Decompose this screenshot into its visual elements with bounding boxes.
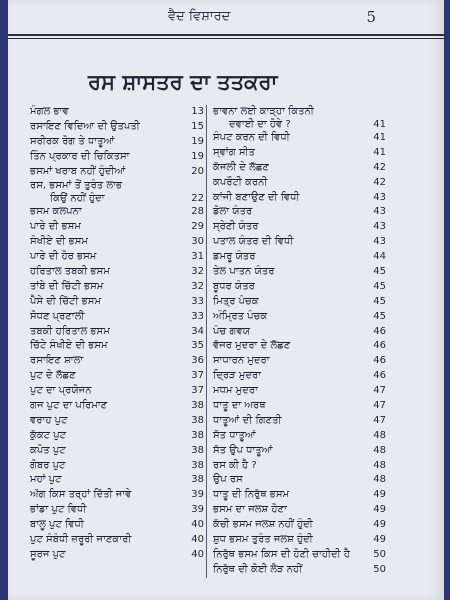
toc-entry-page: 46: [373, 370, 386, 382]
toc-entry-title: ਪੁਟ ਸੰਬੰਧੀ ਜ਼ਰੂਰੀ ਜਾਣਕਾਰੀ: [30, 534, 132, 546]
toc-entry: [207, 384, 388, 399]
toc-entry: [207, 503, 388, 518]
toc-entry-page: 40: [191, 548, 204, 560]
toc-entry: [207, 310, 388, 325]
toc-entry-page: 35: [191, 340, 204, 352]
toc-entry: [207, 473, 388, 488]
toc-entry-page: 38: [191, 414, 204, 426]
toc-entry-page: 38: [191, 429, 204, 441]
toc-entry: [30, 150, 206, 165]
toc-entry-page: 45: [373, 295, 386, 307]
toc-entry-title: ਸ੍ਵਾਂਗ ਸੀਤ: [213, 146, 255, 158]
toc-entry-page: 40: [191, 534, 204, 546]
toc-entry-page: 47: [373, 414, 386, 426]
toc-entry-title: ਸ੍ਰੇਣੀ ਯੰਤਰ: [213, 221, 259, 233]
toc-entry-title: ਕਪੋਤ ਪੁਟ: [30, 444, 66, 456]
toc-entry-title: ਗਜ ਪੁਟ ਦਾ ਪਰਿਮਾਣ: [30, 400, 108, 412]
toc-entry: [207, 533, 388, 548]
toc-entry-page: 44: [373, 251, 386, 263]
toc-title: ਰਸ ਸ਼ਾਸਤਰ ਦਾ ਤਤਕਰਾ: [88, 70, 278, 94]
toc-entry-title: ਸੰਖੀਏ ਦੀ ਭਸਮ: [30, 236, 89, 248]
header-rule-thick: [8, 34, 444, 36]
toc-entry-page: 41: [373, 119, 386, 130]
toc-entry-title-continued: ਦਵਾਈ ਦਾ ਹੋਵੇ ?: [229, 119, 291, 130]
toc-entry-page: 29: [191, 221, 204, 233]
toc-entry-title: ਚਿੱਟੇ ਸੰਖੀਏ ਦੀ ਭਸਮ: [30, 340, 108, 352]
toc-entry: [30, 220, 206, 235]
toc-entry-title: ਭਸਮ ਕਲਪਨਾ: [30, 206, 82, 218]
toc-entry-page: 13: [191, 106, 204, 117]
toc-entry: [207, 250, 388, 265]
running-header: [8, 8, 444, 30]
toc-entry-page: 32: [191, 266, 204, 278]
toc-entry-title: ਪੈਸੇ ਦੀ ਚਿੱਟੀ ਭਸਮ: [30, 295, 102, 307]
toc-entry-page: 19: [191, 135, 204, 147]
toc-entry-page: 43: [373, 221, 386, 233]
toc-entry: [207, 444, 388, 459]
toc-entry-page: 48: [373, 444, 386, 456]
toc-entry-title: ਗੋਬਰ ਪੁਟ: [30, 459, 66, 471]
toc-entry-title: ਸੱਤ ਉਪ ਧਾਤੂਆਂ: [213, 444, 273, 456]
toc-entry-page: 48: [373, 474, 386, 486]
toc-entry-title: ਦ੍ਰਿੜ ਮੁਦਰਾ: [213, 370, 262, 382]
toc-entry: [207, 161, 388, 176]
toc-entry-title: ਕੱਜਲੀ ਦੇ ਲੱਛਣ: [213, 161, 269, 173]
toc-entry-title: ਮਹਾਂ ਪੁਟ: [30, 474, 62, 486]
toc-entry-page: 38: [191, 474, 204, 486]
toc-entry-page: 43: [373, 191, 386, 203]
toc-entry: [207, 354, 388, 369]
toc-entry-page: 50: [373, 548, 386, 560]
toc-entry-page: 49: [373, 519, 386, 531]
toc-entry-page: 38: [191, 400, 204, 412]
toc-entry-page: 49: [373, 489, 386, 501]
toc-entry-title: ਸੱਤ ਧਾਤੂਆਂ: [213, 429, 256, 441]
header-rule-thin: [8, 38, 444, 39]
toc-entry-page: 38: [191, 444, 204, 456]
toc-entry-page: 50: [373, 563, 386, 575]
toc-entry-page: 43: [373, 236, 386, 248]
toc-entry-page: 48: [373, 459, 386, 471]
toc-entry: [30, 488, 206, 503]
toc-entry-page: 42: [373, 176, 386, 188]
toc-entry: [207, 131, 388, 146]
toc-entry-title: ਮੰਗਲ ਭਾਵ: [30, 106, 69, 117]
toc-entry: [30, 295, 206, 310]
toc-entry: [207, 414, 388, 429]
toc-entry: [30, 165, 206, 180]
toc-entry-title: ਕੱਚੀ ਭਸਮ ਜਲਸ਼ ਨਹੀਂ ਹੁੰਦੀ: [213, 519, 313, 531]
toc-entry-title: ਪੁਟ ਦੇ ਲੱਛਣ: [30, 370, 76, 382]
toc-entry: [207, 295, 388, 310]
toc-entry: [30, 444, 206, 459]
toc-entry: [207, 280, 388, 295]
toc-entry-title: ਪੰਚ ਗਵਯ: [213, 325, 250, 337]
toc-entry-title: ਡੋਲਾ ਯੰਤਰ: [213, 206, 253, 218]
toc-entry-page: 46: [373, 355, 386, 367]
toc-entry: [30, 325, 206, 340]
toc-entry-page: 43: [373, 206, 386, 218]
toc-column-right: [206, 105, 388, 578]
toc-entry: [207, 563, 388, 578]
toc-entry-title: ਸਰੀਰਕ ਰੋਗ ਤੇ ਧਾਤੂਆਂ: [30, 135, 115, 147]
toc-entry-title: ਭਸਮਾਂ ਖਰਾਬ ਨਹੀਂ ਹੁੰਦੀਆਂ: [30, 165, 126, 177]
toc-entry: [207, 488, 388, 503]
toc-entry-title: ਤਬਕੀ ਹਰਿਤਾਲ ਭਸਮ: [30, 325, 110, 337]
toc-entry-title: ਸਾਧਾਰਨ ਮੁਦਰਾ: [213, 355, 270, 367]
running-title: ਵੈਦ ਵਿਸ਼ਾਰਦ: [168, 9, 231, 24]
toc-entry-title: ਕੁੱਕਟ ਪੁਟ: [30, 429, 67, 441]
page-number: 5: [366, 8, 376, 26]
toc-entry-title: ਰਸ ਕੀ ਹੈ ?: [213, 459, 257, 471]
toc-entry: [207, 235, 388, 250]
toc-entry-page: 30: [191, 236, 204, 248]
toc-entry-title: ਡਮਰੂ ਯੰਤਰ: [213, 251, 256, 263]
toc-entry-title: ਸੂਰਜ ਪੁਟ: [30, 548, 66, 560]
toc-entry: [30, 135, 206, 150]
toc-entry: [207, 105, 388, 131]
toc-entry: [30, 518, 206, 533]
toc-entry-title: ਹਰਿਤਾਲ ਤਬਕੀ ਭਸਮ: [30, 266, 110, 278]
toc-entry-title: ਸੰਪਟ ਕਰਨ ਦੀ ਵਿਧੀ: [213, 132, 290, 143]
toc-entry-page: 33: [191, 310, 204, 322]
toc-entry: [30, 473, 206, 488]
toc-entry: [30, 548, 206, 563]
toc-entry-page: 47: [373, 385, 386, 397]
toc-entry-page: 46: [373, 325, 386, 337]
toc-entry-title: ਅੰਮ੍ਰਿਤ ਪੰਚਕ: [213, 310, 268, 322]
toc-entry-page: 37: [191, 370, 204, 382]
toc-entry-page: 42: [373, 161, 386, 173]
toc-column-left: [30, 105, 206, 563]
toc-entry-page: 38: [191, 459, 204, 471]
toc-entry-title: ਨਿਰੁੱਥ ਭਸਮ ਕਿਸ ਦੀ ਹੋਣੀ ਚਾਹੀਦੀ ਹੈ: [213, 548, 350, 560]
toc-entry: [30, 414, 206, 429]
toc-entry: [207, 146, 388, 161]
toc-entry: [30, 265, 206, 280]
toc-entry-title: ਪਾਰੇ ਦੀ ਹੋਰ ਭਸਮ: [30, 251, 97, 263]
toc-entry: [30, 459, 206, 474]
toc-entry: [207, 339, 388, 354]
toc-entry: [207, 205, 388, 220]
book-page: [8, 0, 444, 600]
toc-entry: [30, 399, 206, 414]
toc-entry-page: 15: [191, 120, 204, 132]
toc-entry-page: 45: [373, 280, 386, 292]
toc-entry-title: ਨਿਰੁੱਥ ਦੀ ਕੋਈ ਲੋੜ ਨਹੀਂ: [213, 563, 303, 575]
toc-entry-title: ਅੱਗ ਕਿਸ ਤਰ੍ਹਾਂ ਦਿੱਤੀ ਜਾਵੇ: [30, 489, 132, 501]
toc-entry: [207, 220, 388, 235]
toc-entry-page: 33: [191, 295, 204, 307]
toc-entry-title: ਭਾਵਨਾ ਲਈ ਕਾੜ੍ਹਾ ਕਿਤਨੀ: [213, 106, 314, 117]
toc-entry-title: ਬਾਲੂ ਪੁਟ ਵਿਧੀ: [30, 519, 84, 531]
toc-entry: [30, 339, 206, 354]
toc-entry-title: ਸ਼ੁਧ ਭਸਮ ਤੁਰੰਤ ਜਲਸ਼ ਹੁੰਦੀ: [213, 534, 313, 546]
toc-entry: [30, 429, 206, 444]
toc-entry: [207, 369, 388, 384]
toc-entry: [30, 179, 206, 205]
toc-entry-title: ਤਿੰਨ ਪ੍ਰਕਾਰ ਦੀ ਚਿਕਿਤਸਾ: [30, 150, 130, 162]
toc-entry: [30, 533, 206, 548]
toc-entry: [30, 384, 206, 399]
toc-entry: [207, 399, 388, 414]
toc-entry-title: ਰਸਾਇਣ ਵਿਦਿਆ ਦੀ ਉਤਪਤੀ: [30, 120, 140, 132]
toc-entry-title: ਤੇਲ ਪਾਤਨ ਯੰਤਰ: [213, 266, 275, 278]
toc-entry-page: 49: [373, 534, 386, 546]
toc-entry-page: 49: [373, 504, 386, 516]
toc-entry-page: 45: [373, 266, 386, 278]
toc-entry-page: 22: [191, 193, 204, 205]
toc-entry-page: 39: [191, 489, 204, 501]
toc-entry-page: 36: [191, 355, 204, 367]
toc-entry-title: ਕਪਰੌਟੀ ਕਰਨੀ: [213, 176, 268, 188]
toc-entry: [30, 105, 206, 120]
toc-entry-page: 45: [373, 310, 386, 322]
toc-entry: [30, 369, 206, 384]
toc-entry: [30, 280, 206, 295]
toc-entry: [30, 354, 206, 369]
toc-entry-title: ਪੁਟ ਦਾ ਪ੍ਰਯੋਜਨ: [30, 385, 92, 397]
toc-entry: [30, 205, 206, 220]
toc-entry-page: 46: [373, 340, 386, 352]
toc-entry-page: 40: [191, 519, 204, 531]
toc-entry-page: 28: [191, 206, 204, 218]
toc-entry-title: ਧਾਤੂਆਂ ਦੀ ਗਿਣਤੀ: [213, 414, 282, 426]
toc-entry-page: 19: [191, 150, 204, 162]
toc-entry-title: ਭਸਮ ਦਾ ਜਲਸ਼ ਹੋਣਾ: [213, 504, 287, 516]
toc-entry-title: ਧਾਤੂ ਦੀ ਨਿਰੁੱਥ ਭਸਮ: [213, 489, 290, 501]
toc-entry-page: 20: [191, 165, 204, 177]
toc-entry-title: ਸੋਧਣ ਪ੍ਰਣਾਲੀ: [30, 310, 85, 322]
toc-entry: [207, 176, 388, 191]
toc-entry: [207, 325, 388, 340]
toc-entry-title: ਵੱਜਰ ਮੁਦਰਾ ਦੇ ਲੱਛਣ: [213, 340, 291, 352]
toc-entry-title: ਵਰਾਹ ਪੁਟ: [30, 414, 68, 426]
toc-entry: [30, 250, 206, 265]
toc-entry: [207, 191, 388, 206]
toc-entry-page: 32: [191, 280, 204, 292]
toc-entry: [207, 459, 388, 474]
toc-entry-title: ਬੂਧਰ ਯੰਤਰ: [213, 280, 255, 292]
toc-entry: [30, 503, 206, 518]
toc-entry: [30, 120, 206, 135]
toc-entry: [207, 429, 388, 444]
toc-entry-page: 39: [191, 504, 204, 516]
toc-entry: [30, 310, 206, 325]
toc-entry: [207, 265, 388, 280]
toc-entry-page: 34: [191, 325, 204, 337]
toc-entry-title: ਧਾਤੂ ਦਾ ਅਰਥ: [213, 400, 266, 412]
toc-entry: [207, 548, 388, 563]
toc-entry-title: ਪਤਾਲ ਯੰਤਰ ਦੀ ਵਿਧੀ: [213, 236, 294, 248]
toc-entry-title: ਪਾਰੇ ਦੀ ਭਸਮ: [30, 221, 81, 233]
toc-entry-title: ਕਾਂਜੀ ਬਣਾਉਣ ਦੀ ਵਿਧੀ: [213, 191, 300, 203]
toc-entry-title: ਰਸ, ਭਸਮਾਂ ਤੋਂ ਤੁਰੰਤ ਲਾਭ: [30, 180, 123, 192]
toc-entry-page: 37: [191, 385, 204, 397]
toc-entry-title: ਭਾਂਡਾ ਪੁਟ ਵਿਧੀ: [30, 504, 87, 516]
toc-entry: [207, 518, 388, 533]
toc-entry-title-continued: ਕਿਉਂ ਨਹੀਂ ਹੁੰਦਾ: [50, 193, 105, 205]
toc-entry-page: 48: [373, 429, 386, 441]
toc-entry: [30, 235, 206, 250]
toc-entry-title: ਉਪ ਰਸ: [213, 474, 243, 486]
toc-entry-title: ਰਸਾਇਣ ਸ਼ਾਲਾ: [30, 355, 84, 367]
toc-entry-page: 41: [373, 146, 386, 158]
toc-entry-title: ਮਧਮ ਮੁਦਰਾ: [213, 385, 258, 397]
toc-entry-page: 31: [191, 251, 204, 263]
toc-entry-title: ਤਾਂਬੇ ਦੀ ਚਿੱਟੀ ਭਸਮ: [30, 280, 104, 292]
toc-entry-page: 41: [373, 132, 386, 143]
toc-entry-title: ਮਿਤ੍ਰ ਪੰਚਕ: [213, 295, 259, 307]
toc-entry-page: 47: [373, 400, 386, 412]
